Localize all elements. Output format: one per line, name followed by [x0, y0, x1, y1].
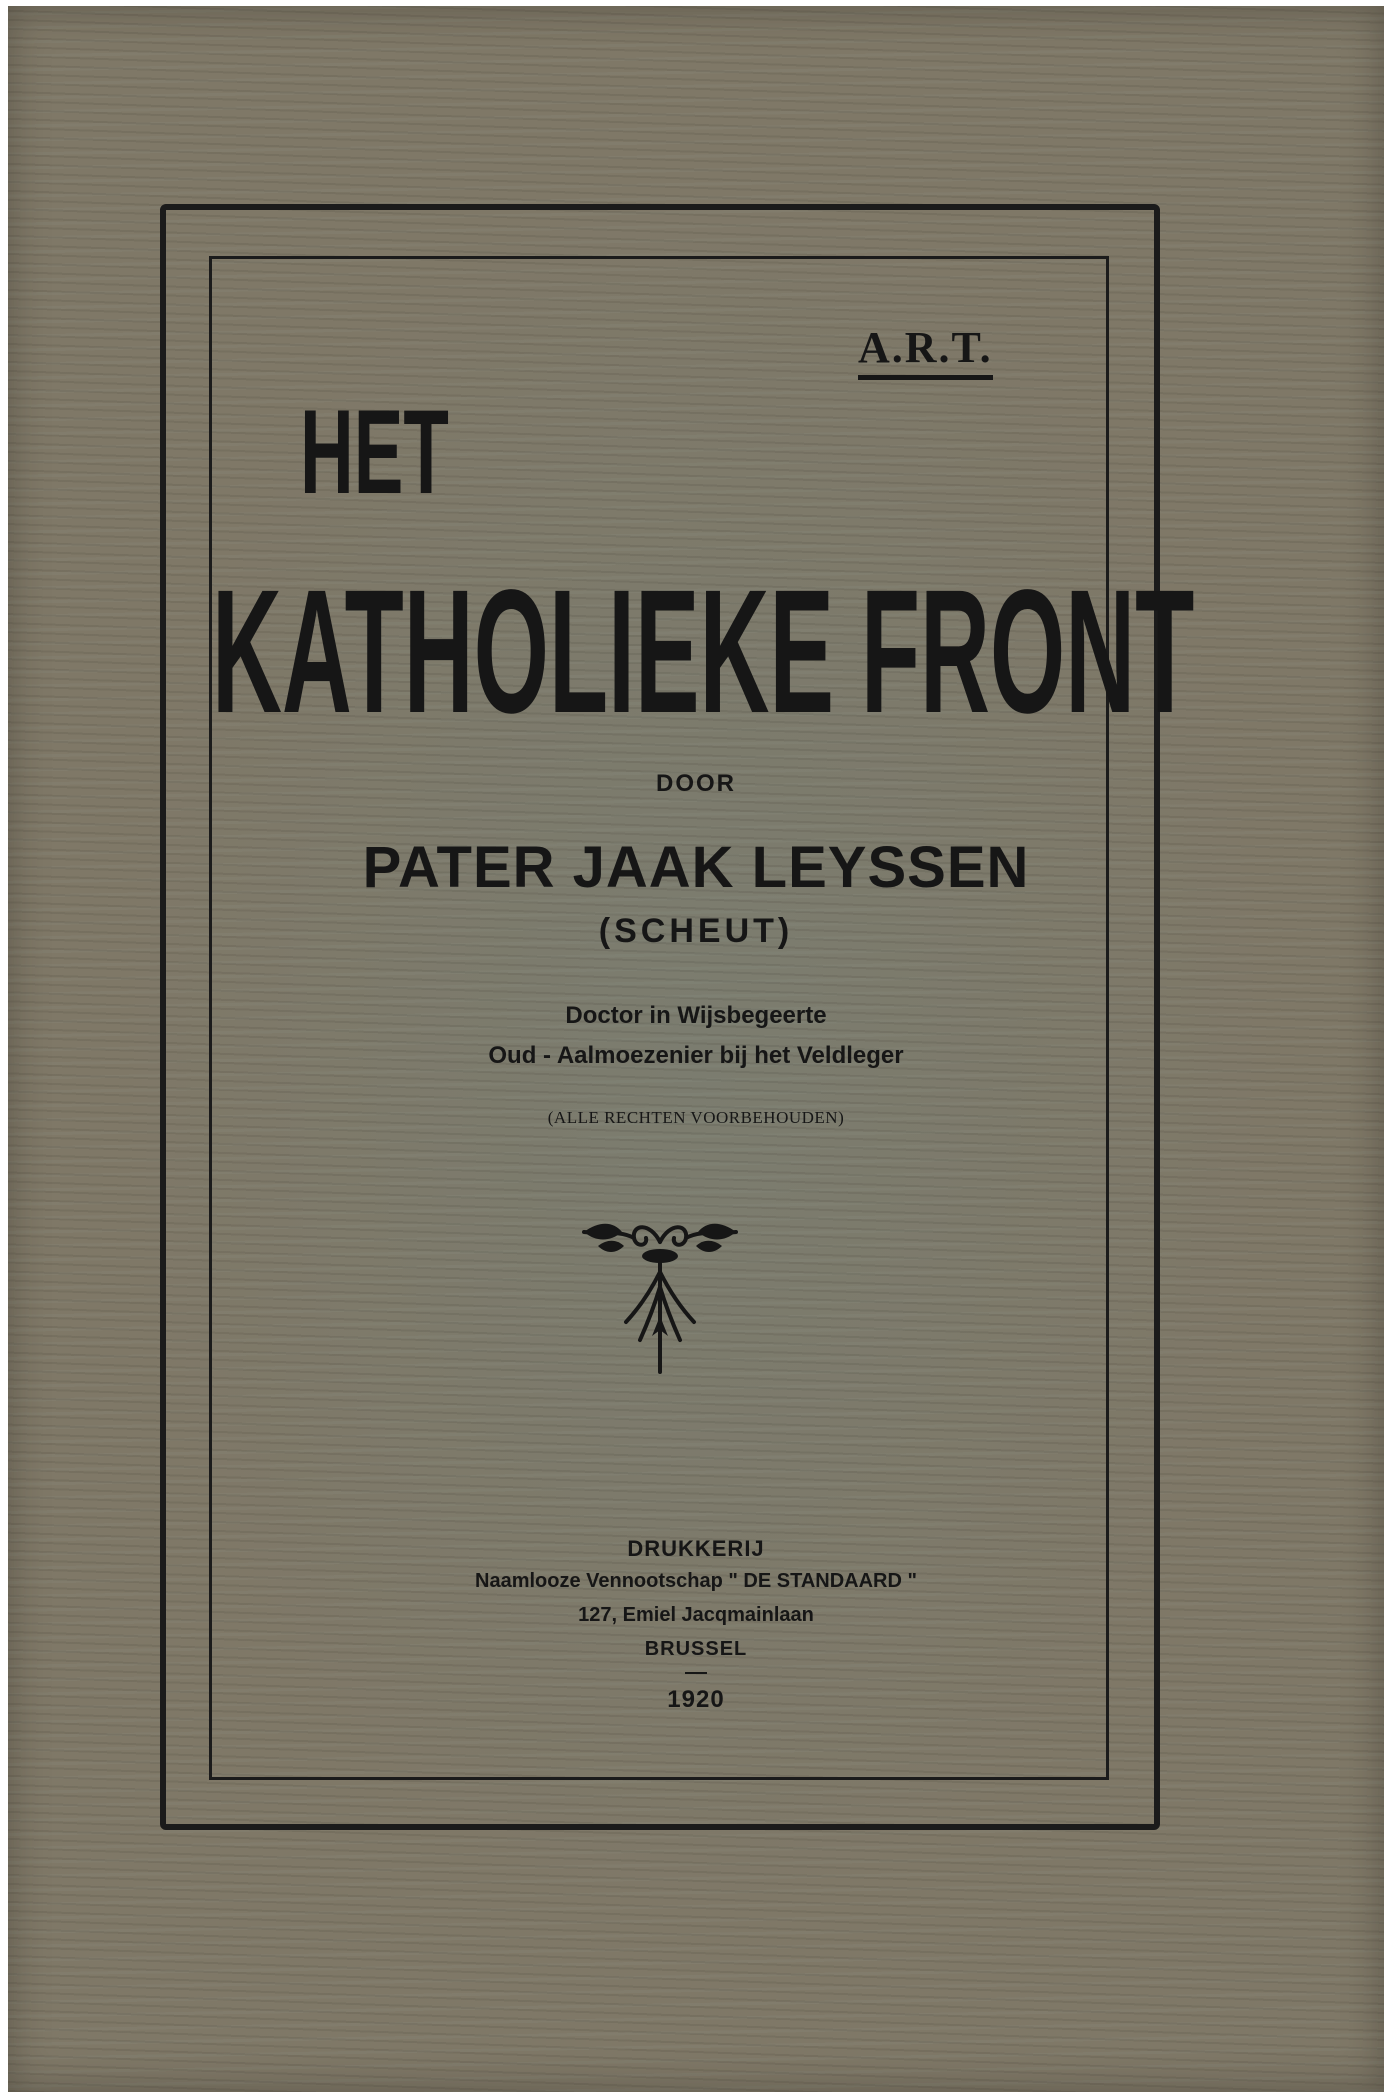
- author-order: (SCHEUT): [598, 912, 794, 950]
- author-degree: Doctor in Wijsbegeerte: [565, 1002, 827, 1029]
- title-line-1: HET: [300, 385, 449, 519]
- author-name: PATER JAAK LEYSSEN: [362, 835, 1030, 900]
- series-mark: A.R.T.: [858, 322, 993, 380]
- printer-address: 127, Emiel Jacqmainlaan: [578, 1604, 814, 1626]
- by-line: DOOR: [656, 770, 736, 797]
- publication-year: 1920: [667, 1686, 725, 1713]
- printer-city: BRUSSEL: [644, 1638, 748, 1660]
- rights-notice: (ALLE RECHTEN VOORBEHOUDEN): [547, 1108, 845, 1127]
- year-separator: [685, 1672, 707, 1674]
- title-line-2: KATHOLIEKE FRONT: [212, 554, 1195, 750]
- fleuron-ornament-icon: [580, 1212, 740, 1382]
- printer-label: DRUKKERIJ: [627, 1536, 765, 1561]
- printer-company: Naamlooze Vennootschap " DE STANDAARD ": [475, 1570, 917, 1592]
- author-role: Oud - Aalmoezenier bij het Veldleger: [488, 1042, 904, 1069]
